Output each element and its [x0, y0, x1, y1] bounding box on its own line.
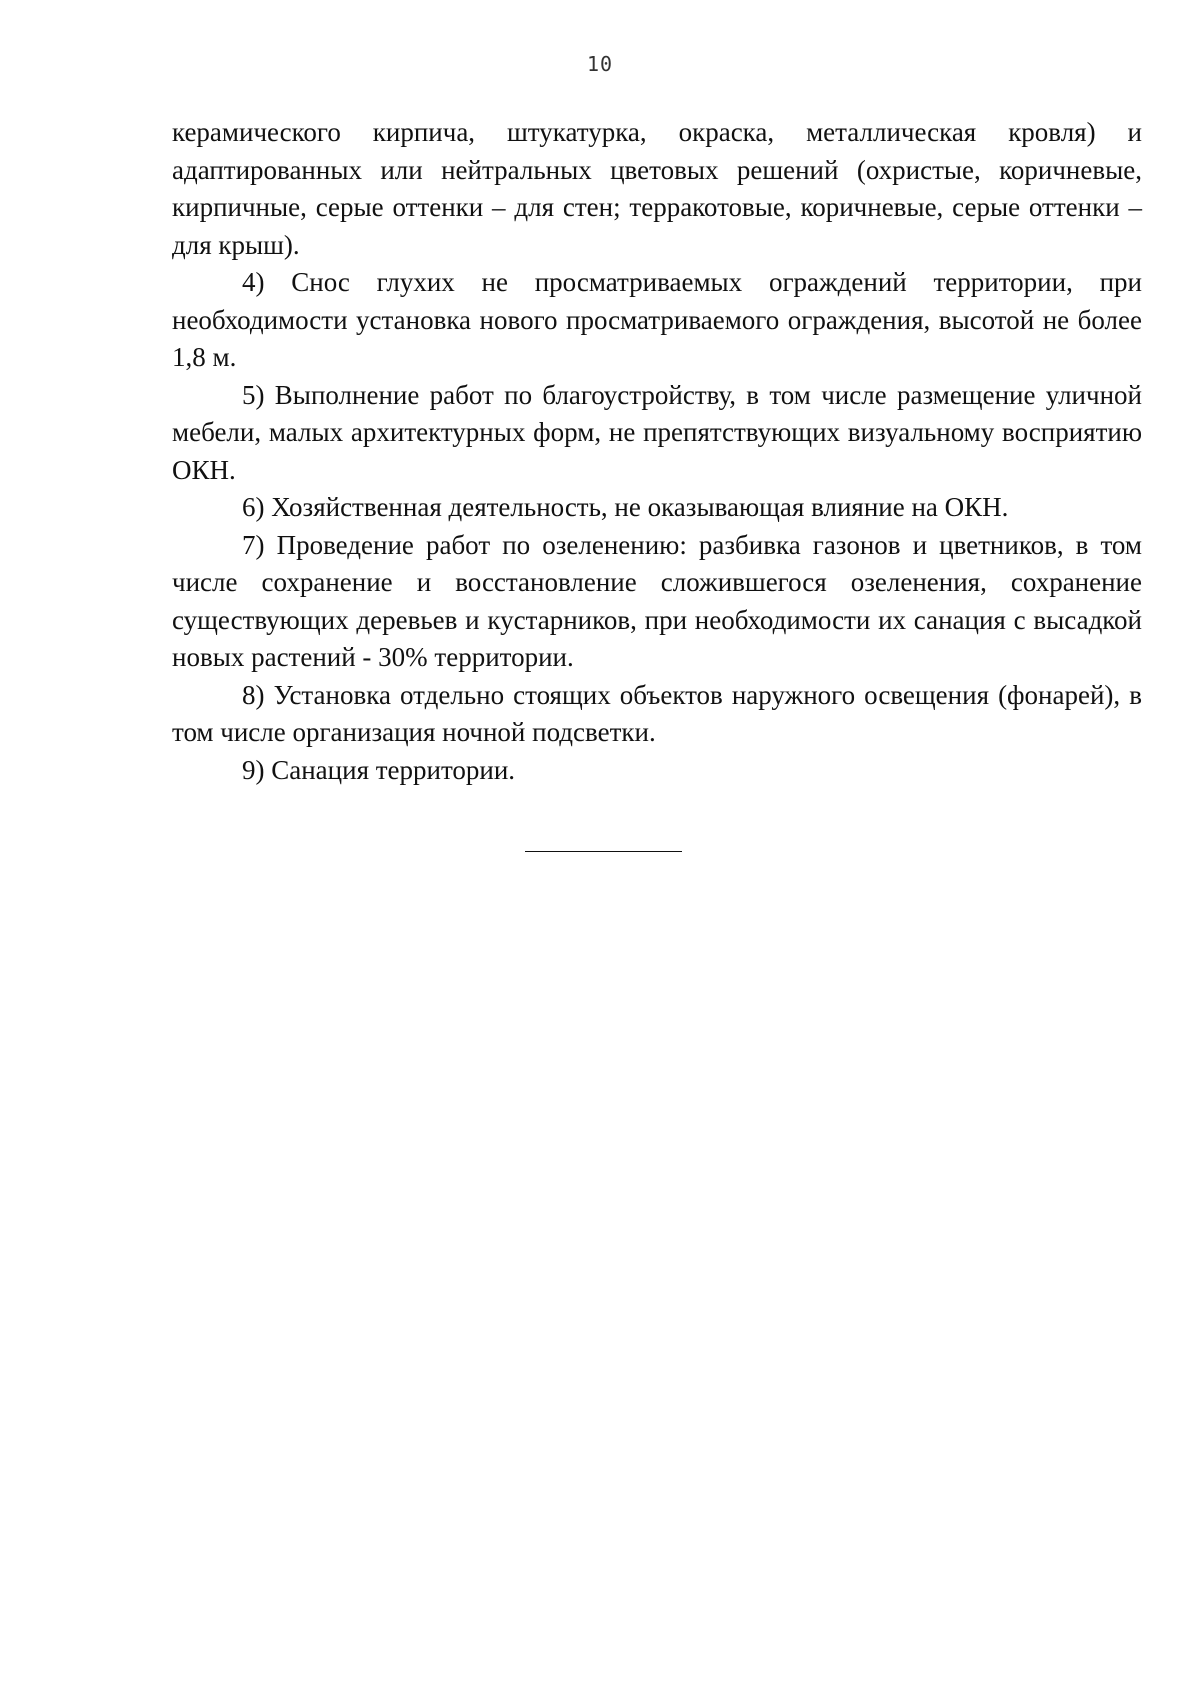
- page-number: 10: [586, 52, 614, 76]
- list-item-9: 9) Санация территории.: [242, 754, 516, 785]
- list-item-7: 7) Проведение работ по озеленению: разбивка газонов и цветников, в том числе сохранение и восстановление сложившегося озеленения, сохранение существующих деревьев и кустарников, при необходимости их санация с высадкой новых растений - 30% территории.: [172, 529, 1142, 672]
- document-body: [172, 114, 1142, 789]
- end-separator-line: [525, 851, 682, 852]
- list-item-8: 8) Установка отдельно стоящих объектов наружного освещения (фонарей), в том числе организация ночной подсветки.: [172, 679, 1142, 747]
- paragraph-continuation: керамического кирпича, штукатурка, окраска, металлическая кровля) и адаптированных или нейтральных цветовых решений (охристые, коричневые, кирпичные, серые оттенки – для стен; терракотовые, коричневые, серые оттенки – для крыш).: [172, 117, 1142, 260]
- list-item-4: 4) Снос глухих не просматриваемых ограждений территории, при необходимости установка нового просматриваемого ограждения, высотой не более 1,8 м.: [172, 267, 1142, 372]
- list-item-5: 5) Выполнение работ по благоустройству, в том числе размещение уличной мебели, малых архитектурных форм, не препятствующих визуальному восприятию ОКН.: [172, 379, 1142, 485]
- list-item-6: 6) Хозяйственная деятельность, не оказывающая влияние на ОКН.: [242, 492, 1009, 522]
